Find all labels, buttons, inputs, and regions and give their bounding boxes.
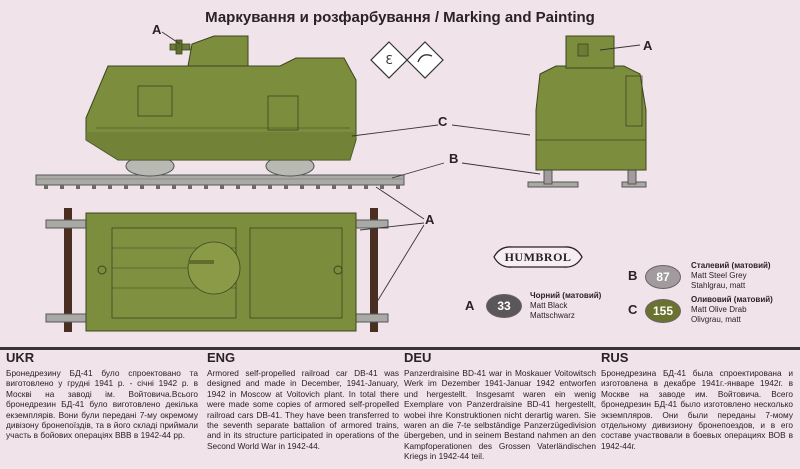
front-view: [528, 36, 646, 187]
paint-letter-a: A: [465, 298, 475, 313]
column-heading: UKR: [6, 350, 35, 365]
column-rus: [601, 350, 793, 451]
column-heading: RUS: [601, 350, 629, 365]
paint-chip-a: 33: [486, 294, 522, 318]
column-heading: ENG: [207, 350, 236, 365]
front-view-turret: [566, 36, 614, 68]
train-marking-icon: [371, 42, 407, 78]
column-text: Бронедрезина БД-41 была спроектирована и изготовлена в декабре 1941г.-январе 1942г. в Москве на заводе им. Войтовича. Всего бронедрезин БД-41 было изготовлено несколько экземпляров. Они были переданы 7-мому отдельному дивизиону бронепоездов, и в его составе участвовали в боевых операциях ВОВ в 1942-44г.: [601, 368, 793, 451]
side-view: [36, 36, 404, 189]
callout-a-turret: A: [152, 22, 162, 37]
page-title: Маркування и розфарбування / Marking and Painting: [205, 9, 595, 26]
callout-b: B: [449, 151, 459, 166]
paint-name-b: Сталевий (матовий) Matt Steel Grey Stahlgrau, matt: [691, 261, 771, 290]
marking-symbols: [371, 42, 443, 78]
paint-chip-c: 155: [645, 299, 681, 323]
front-view-hull: [536, 66, 646, 170]
column-ukr: [6, 350, 198, 441]
top-view: [46, 208, 388, 332]
hand-marking-icon: [407, 42, 443, 78]
callout-a-track: A: [425, 212, 435, 227]
column-eng: [207, 350, 399, 451]
paint-name-a: Чорний (матовий) Matt Black Mattschwarz: [530, 291, 602, 320]
svg-text:Ɛ: Ɛ: [385, 53, 393, 67]
column-heading: DEU: [404, 350, 432, 365]
paint-letter-b: B: [628, 268, 638, 283]
column-text: Panzerdraisine BD-41 war in Moskauer Voitowitsch Werk im Dezember 1941-Januar 1942 entworfen und hergestellt. Insgesamt waren ein wenig Exemplare von Panzerdraisine BD-41 hergestellt, wobei ihre Konstruktionen nicht derartig waren. Sie waren an die 7-te selbständige Panzerzügedivision übergeben, und in seinem Bestand nahmen an den Kampfoperationen des Grossen Vaterländischen Kriegs in 1942-44 teil.: [404, 368, 596, 462]
callout-a-front: A: [643, 38, 653, 53]
paint-name-c: Оливовий (матовий) Matt Olive Drab Olivgrau, matt: [691, 295, 773, 324]
paint-letter-c: C: [628, 302, 638, 317]
side-view-turret: [188, 36, 248, 66]
humbrol-brand: HUMBROL: [504, 250, 572, 264]
side-view-rail: [36, 175, 404, 185]
column-deu: [404, 350, 596, 462]
paint-chip-b: 87: [645, 265, 681, 289]
column-text: Бронедрезину БД-41 було спроектовано та виготовлено у грудні 1941 р. - січні 1942 р. в Москві на заводі ім. Войтовича.Всього бронедрезин БД-41 було виготовлено декілька екземплярів. Вони були передані 7-му окремому дивізону бронепоїздів, та в його складі приймали участь в бойових операціях ВВВ в 1942-44 рр.: [6, 368, 198, 441]
callout-c: C: [438, 114, 448, 129]
column-text: Armored self-propelled railroad car DB-41 was designed and made in December, 1941-January, 1942 in Moscow at Voitovich plant. In total there were made some copies of armored self-propelled railroad cars DB-41. They have been transferred to the seventh separate battalion of armored trains, and in its structure participated in operations of the Second World War in 1942-44.: [207, 368, 399, 451]
